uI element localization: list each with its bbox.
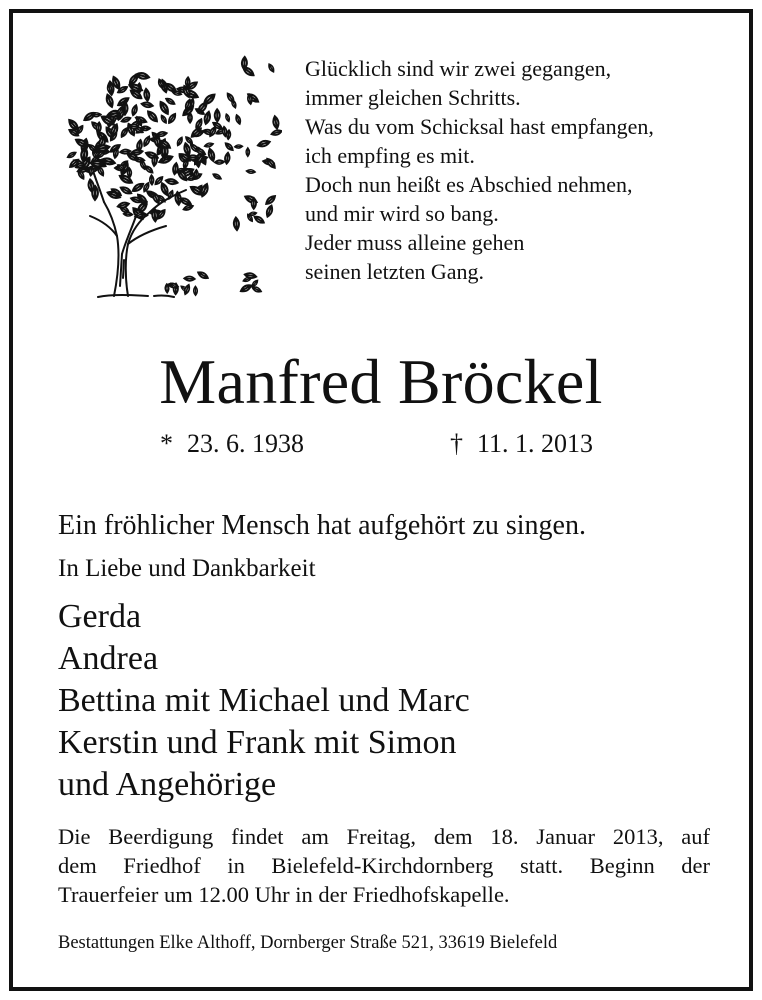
poem-line: und mir wird so bang. [305,201,499,226]
funeral-notice-line: Die Beerdigung findet am Freitag, dem 18. Januar 2013, auf [58,824,710,849]
mourners-list [58,596,470,806]
death-cross-icon: † [450,429,463,458]
poem-line: seinen letzten Gang. [305,259,484,284]
poem [305,54,735,286]
death-info [450,428,593,460]
poem-line: Doch nun heißt es Abschied nehmen, [305,172,633,197]
poem-line: Glücklich sind wir zwei gegangen, [305,56,612,81]
deceased-name: Manfred Bröckel [159,346,603,417]
poem-line: ich empfing es mit. [305,143,475,168]
mourner-name: Bettina mit Michael und Marc [58,682,470,719]
undertaker-info: Bestattungen Elke Althoff, Dornberger Straße 521, 33619 Bielefeld [58,933,558,953]
mourner-name: Andrea [58,640,159,677]
mourner-name: und Angehörige [58,766,277,803]
mourner-name: Gerda [58,598,142,635]
funeral-notice [58,822,710,909]
funeral-notice-line: dem Friedhof in Bielefeld-Kirchdornberg statt. Beginn der [58,853,710,878]
mourner-name: Kerstin und Frank mit Simon [58,724,457,761]
windblown-tree-icon [62,40,282,302]
poem-line: Jeder muss alleine gehen [305,230,525,255]
poem-line: Was du vom Schicksal hast empfangen, [305,114,654,139]
birth-info [160,428,304,460]
birth-date: 23. 6. 1938 [187,429,304,458]
death-date: 11. 1. 2013 [477,429,594,458]
poem-line: immer gleichen Schritts. [305,85,521,110]
memorial-quote: Ein fröhlicher Mensch hat aufgehört zu singen. [58,510,586,541]
closing-line: In Liebe und Dankbarkeit [58,555,316,582]
birth-star-icon: * [160,429,173,458]
funeral-notice-line: Trauerfeier um 12.00 Uhr in der Friedhofskapelle. [58,882,510,907]
